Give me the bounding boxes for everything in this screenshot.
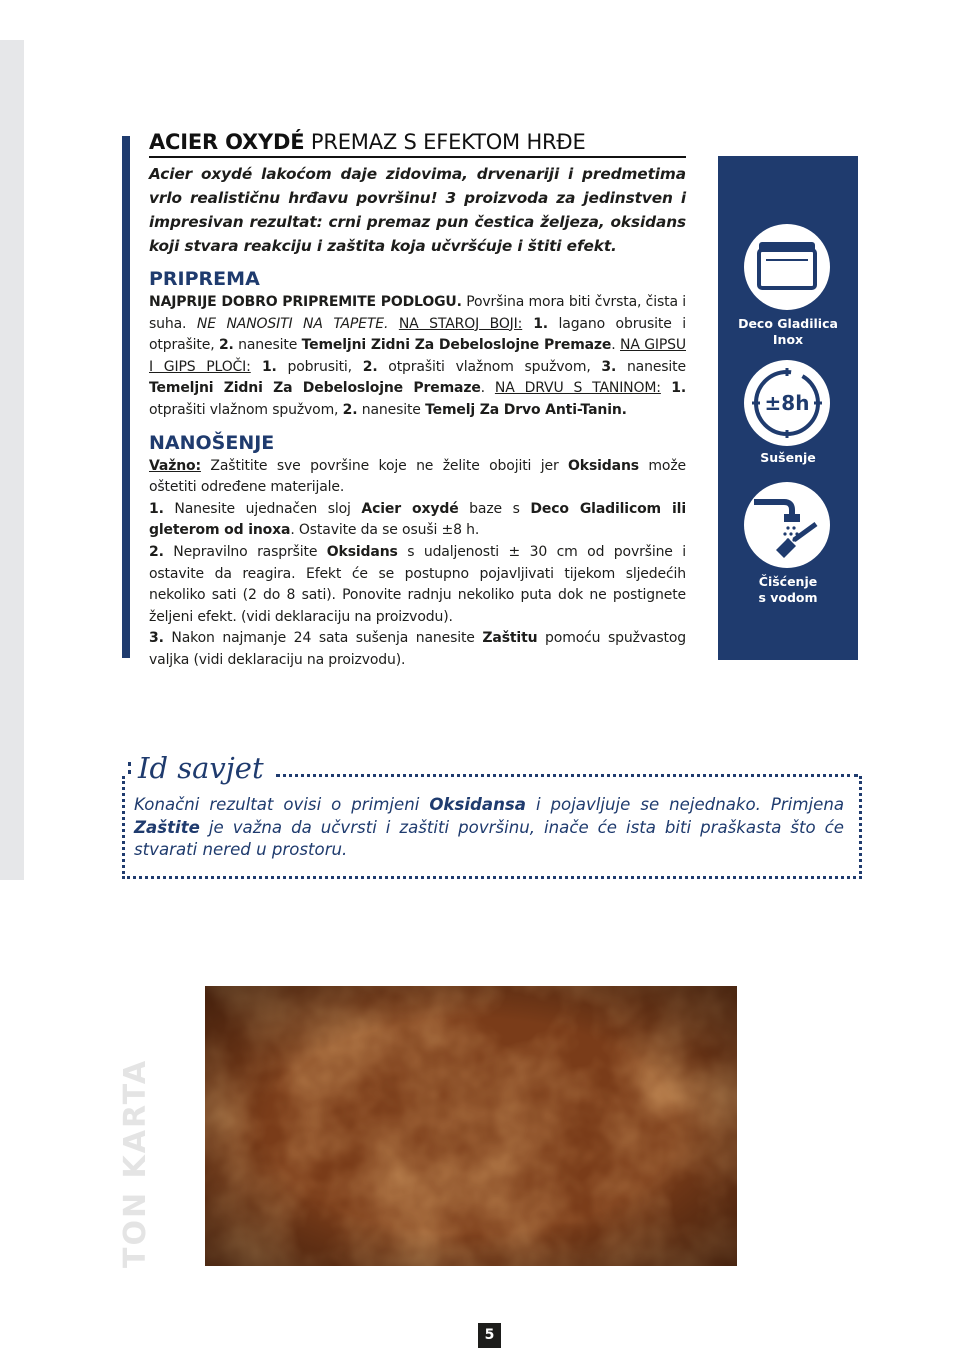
nanosenje-step-2: 2. Nepravilno raspršite Oksidans s udaljenosti ± 30 cm od površine i ostavite da reagira. Efekt će se postupno pojavljivati tijekom sljedećih nekoliko sati (2 do 8 sati). Ponovite radnju nekoliko puta dok ne postignete željeni efekt. (vidi deklaraciju na proizvodu). bbox=[149, 543, 686, 625]
product-intro: Acier oxydé lakoćom daje zidovima, drvenariji i predmetima vrlo realističnu hrđavu površinu! 3 proizvoda za jedinstven i impresivan rezultat: crni premaz pun čestica željeza, oksidans koji stvara reakciju i zaštita koja učvršćuje i štiti efekt. bbox=[149, 165, 686, 255]
page-number: 5 bbox=[478, 1323, 501, 1348]
cleaning-label: Čišćenje s vodom bbox=[758, 574, 818, 605]
nanosenje-text bbox=[149, 456, 686, 672]
priprema-text: NAJPRIJE DOBRO PRIPREMITE PODLOGU. Površina mora biti čvrsta, čista i suha. NE NANOSITI NA TAPETE. NA STAROJ BOJI: 1. lagano obrusite i otprašite, 2. nanesite Temeljni Zidni Za Debeloslojne Premaze. NA GIPSU I GIPS PLOČI: 1. pobrusiti, 2. otprašiti vlažnom spužvom, 3. nanesite Temeljni Zidni Za Debeloslojne Premaze. NA DRVU S TANINOM: 1. otprašiti vlažnom spužvom, 2. nanesite Temelj Za Drvo Anti-Tanin. bbox=[149, 294, 687, 418]
color-chart-label: TON KARTA bbox=[118, 1058, 153, 1268]
accent-bar bbox=[122, 136, 130, 658]
tip-corner-dots bbox=[128, 762, 137, 774]
rust-swatch bbox=[205, 986, 737, 1266]
nanosenje-heading: NANOŠENJE bbox=[149, 431, 275, 454]
nanosenje-note: Važno: Zaštitite sve površine koje ne želite obojiti jer Oksidans može oštetiti određene materijale. bbox=[149, 457, 686, 496]
product-section bbox=[149, 130, 686, 672]
priprema-heading: PRIPREMA bbox=[149, 268, 260, 290]
trowel-icon bbox=[744, 224, 830, 310]
info-sidebar bbox=[718, 156, 858, 660]
timer-icon bbox=[744, 360, 830, 446]
product-title: ACIER OXYDÉ PREMAZ S EFEKTOM HRĐE bbox=[149, 130, 686, 158]
side-strip bbox=[0, 40, 24, 880]
nanosenje-step-1: 1. Nanesite ujednačen sloj Acier oxydé baze s Deco Gladilicom ili gleterom od inoxa. Ostavite da se osuši ±8 h. bbox=[149, 500, 686, 539]
drying-value: ±8h bbox=[764, 391, 810, 415]
drying-label: Sušenje bbox=[760, 450, 816, 465]
nanosenje-step-3: 3. Nakon najmanje 24 sata sušenja nanesite Zaštitu pomoću spužvastog valjka (vidi deklaraciju na proizvodu). bbox=[149, 630, 686, 668]
tip-text: Konačni rezultat ovisi o primjeni Oksidansa i pojavljuje se nejednako. Primjena Zaštite je važna da učvrsti i zaštiti površinu, inače će ista biti praškasta što će stvarati nered u prostoru. bbox=[134, 795, 845, 859]
tool-label: Deco Gladilica Inox bbox=[738, 316, 838, 347]
faucet-brush-icon bbox=[744, 482, 830, 568]
tip-title: Id savjet bbox=[138, 751, 264, 785]
